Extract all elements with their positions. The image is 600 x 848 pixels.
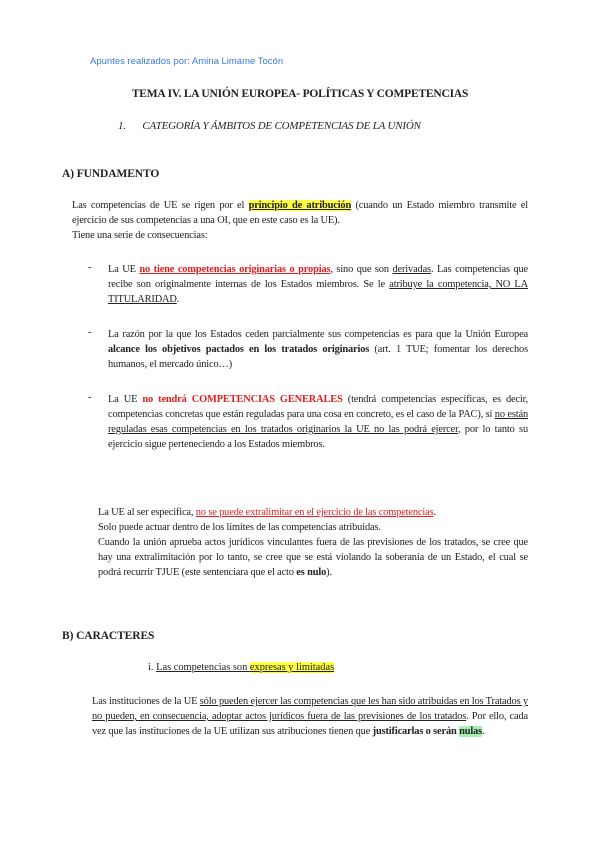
bullet-1-text: , sino que son (330, 264, 393, 275)
para-b-text: . (482, 726, 485, 737)
para-b-text: . Por ello, cada vez que las instituciones de la UE utilizan sus atribuciones tienen que (92, 711, 528, 737)
page-title: TEMA IV. LA UNIÓN EUROPEA- POLÍTICAS Y COMPETENCIAS (131, 88, 469, 100)
bullet-1-underline: atribuye la competencia, NO LA TITULARIDAD (108, 279, 528, 305)
section-a-closing (98, 505, 528, 580)
bullet-3-underline: no están reguladas esas competencias en los tratados originarios la UE no las podrá ejercer (108, 409, 529, 435)
bullet-3-red-bold: no tendrá COMPETENCIAS GENERALES (142, 394, 343, 405)
bullet-1-text: . (176, 294, 180, 305)
bullet-1 (108, 262, 528, 307)
author-header: Apuntes realizados por: Amina Limame Tocón (90, 56, 284, 67)
intro-text-cont: (cuando un Estado miembro transmite el ejercicio de sus competencias a una OI, que en este caso es la UE). (72, 200, 528, 226)
bullet-3-text: La UE (108, 394, 143, 405)
intro-text: Las competencias de UE se rigen por el (72, 200, 249, 211)
para-b-text: Las instituciones de la UE (92, 696, 200, 707)
bullet-1-red-emphasis: no tiene competencias originarias o propias (139, 264, 331, 275)
item-i-number: i. (148, 662, 154, 673)
item-i-highlight: expresas y limitadas (249, 662, 335, 673)
bullet-1-underline: derivadas (392, 264, 431, 275)
consecuencias-text: Tiene una serie de consecuencias: (72, 230, 208, 241)
item-i-text: Las competencias son (156, 662, 250, 673)
closing-text: ). (326, 567, 332, 578)
para-b-underline: sólo pueden ejercer las competencias que les han sido atribuidas en los Tratados y no pueden, en consecuencia, adoptar actos jurídicos fuera de las previsiones de los tratados (92, 696, 528, 722)
para-b-bold: justificarlas o serán (372, 726, 460, 737)
bullet-mark: - (88, 262, 92, 273)
bullet-1-text: . Las competencias que recibe son originalmente internas de los Estados miembros. Se le (108, 264, 529, 290)
nulas-highlight: nulas (459, 726, 483, 737)
bullet-1-text: La UE (108, 264, 140, 275)
bullet-3-text: (tendrá competencias específicas, es decir, competencias concretas que están reguladas para una cosa en concreto, es el caso de la PAC), si (108, 394, 528, 420)
bullet-2-bold: alcance los objetivos pactados en los tratados originarios (108, 344, 370, 355)
principio-atribucion-highlight: principio de atribución (248, 200, 352, 211)
bullet-2 (108, 327, 528, 372)
bullet-mark: - (88, 392, 92, 403)
section-subtitle (118, 120, 421, 132)
subtitle-text: CATEGORÍA Y ÁMBITOS DE COMPETENCIAS DE LA UNIÓN (142, 120, 421, 132)
bullet-2-text: La razón por la que los Estados ceden parcialmente sus competencias es para que la Unión Europea (108, 329, 528, 340)
closing-text: Solo puede actuar dentro de los límites de las competencias atribuidas. (98, 522, 381, 533)
closing-text: La UE al ser especifica, (98, 507, 196, 518)
section-a-heading: A) FUNDAMENTO (62, 168, 160, 180)
closing-bold: es nulo (296, 567, 327, 578)
item-i (148, 662, 334, 673)
bullet-3 (108, 392, 528, 452)
section-b-heading: B) CARACTERES (62, 630, 155, 642)
bullet-2-text: (art. 1 TUE; fomentar los derechos humanos, el mercado único…) (108, 344, 528, 370)
section-a-intro (72, 198, 528, 243)
closing-text: Cuando la unión aprueba actos jurídicos vinculantes fuera de las previsiones de los tratados, se cree que hay una extralimitación por lo tanto, se cree que se está violando la soberanía de un Estado, el cual se podrá recurrir TJUE (este sentenciara que el acto (98, 537, 528, 578)
closing-text: . (433, 507, 436, 518)
bullet-mark: - (88, 327, 92, 338)
subtitle-number: 1. (118, 120, 126, 132)
closing-red-underline: no se puede extralimitar en el ejercicio de las competencias (195, 507, 434, 518)
bullet-3-text: , por lo tanto su ejercicio sigue perteneciendo a los Estados miembros. (108, 424, 528, 450)
section-b-paragraph (92, 694, 528, 739)
